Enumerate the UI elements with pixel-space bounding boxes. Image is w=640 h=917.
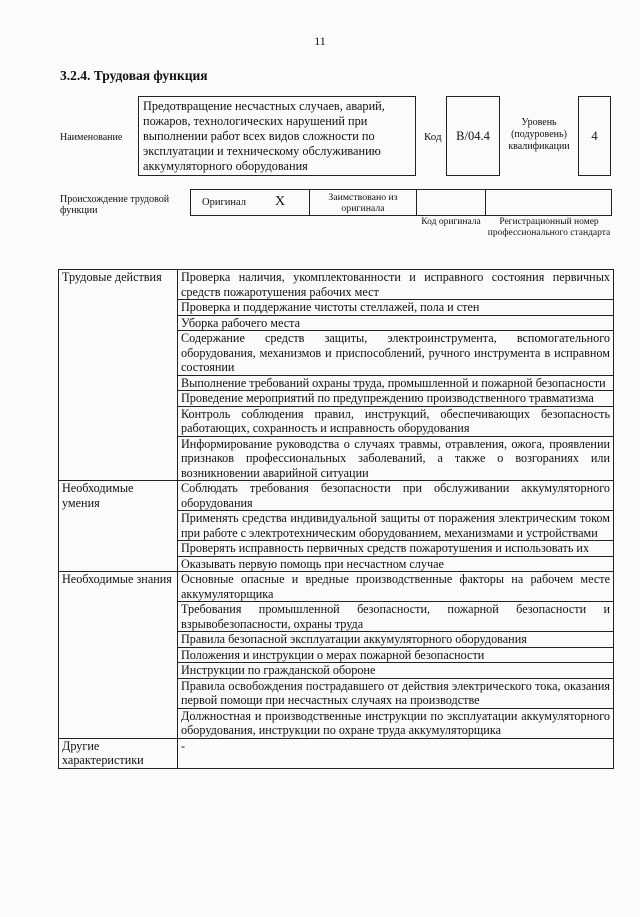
name-label: Наименование xyxy=(60,132,123,143)
item-cell: Информирование руководства о случаях травмы, отравления, ожога, проявлении признаков профессиональных заболеваний, а также о возгораниях или возникновении аварийной ситуации xyxy=(178,436,614,481)
item-cell: Проверка и поддержание чистоты стеллажей, пола и стен xyxy=(178,300,614,316)
item-cell: Проверять исправность первичных средств пожаротушения и использовать их xyxy=(178,541,614,557)
item-cell: Должностная и производственные инструкции по эксплуатации аккумуляторного оборудования, инструкции по охране труда аккумуляторщика xyxy=(178,708,614,738)
item-cell: Выполнение требований охраны труда, промышленной и пожарной безопасности xyxy=(178,375,614,391)
level-label-box xyxy=(504,112,574,158)
item-cell: Контроль соблюдения правил, инструкций, обеспечивающих безопасность работающих, сохранность и исправность оборудования xyxy=(178,406,614,436)
item-cell: Применять средства индивидуальной защиты от поражения электрическим током при работе с электротехническим оборудованием, механизмами и устройствами xyxy=(178,511,614,541)
category-cell: Трудовые действия xyxy=(59,270,178,481)
function-name-value: Предотвращение несчастных случаев, аварий, пожаров, технологических нарушений при выполнении работ всех видов сложности по эксплуатации и техническому обслуживанию аккумуляторного оборудования xyxy=(143,99,385,173)
code-original-cell xyxy=(416,189,486,216)
level-label: Уровень (подуровень) квалификации xyxy=(508,117,570,152)
reg-number-caption: Регистрационный номер профессионального стандарта xyxy=(487,217,611,238)
page-number: 11 xyxy=(314,34,326,48)
category-cell: Необходимые знания xyxy=(59,572,178,739)
code-label: Код xyxy=(424,131,442,143)
labor-function-table xyxy=(58,269,614,769)
item-cell: Проверка наличия, укомплектованности и исправного состояния первичных средств пожаротушения рабочих мест xyxy=(178,270,614,300)
category-cell: Необходимые умения xyxy=(59,481,178,572)
code-original-caption: Код оригинала xyxy=(421,217,481,227)
table-row xyxy=(59,738,614,768)
reg-number-cell xyxy=(485,189,612,216)
table-row xyxy=(59,270,614,300)
origin-label: Происхождение трудовой функции xyxy=(60,194,170,216)
item-cell: Оказывать первую помощь при несчастном случае xyxy=(178,556,614,572)
item-cell: Содержание средств защиты, электроинструмента, вспомогательного оборудования, механизмов и приспособлений, ручного инструмента в исправном состоянии xyxy=(178,331,614,376)
item-cell: - xyxy=(178,738,614,768)
function-name-box xyxy=(138,96,416,176)
original-label: Оригинал xyxy=(202,197,246,208)
item-cell: Соблюдать требования безопасности при обслуживании аккумуляторного оборудования xyxy=(178,481,614,511)
original-mark: X xyxy=(275,194,286,209)
item-cell: Правила освобождения пострадавшего от действия электрического тока, оказания первой помощи при несчастных случаях на производстве xyxy=(178,678,614,708)
code-value: B/04.4 xyxy=(456,128,490,143)
item-cell: Инструкции по гражданской обороне xyxy=(178,663,614,679)
item-cell: Уборка рабочего места xyxy=(178,315,614,331)
item-cell: Основные опасные и вредные производственные факторы на рабочем месте аккумуляторщика xyxy=(178,572,614,602)
level-value-box xyxy=(578,96,611,176)
table-row xyxy=(59,572,614,602)
item-cell: Правила безопасной эксплуатации аккумуляторного оборудования xyxy=(178,632,614,648)
borrowed-label: Заимствовано из оригинала xyxy=(328,191,398,214)
item-cell: Положения и инструкции о мерах пожарной безопасности xyxy=(178,647,614,663)
section-title: 3.2.4. Трудовая функция xyxy=(60,68,208,83)
origin-original-cell xyxy=(190,189,310,216)
code-value-box xyxy=(446,96,500,176)
table-row xyxy=(59,481,614,511)
origin-borrowed-cell xyxy=(309,189,417,216)
level-value: 4 xyxy=(591,128,598,143)
item-cell: Проведение мероприятий по предупреждению производственного травматизма xyxy=(178,391,614,407)
category-cell: Другие характеристики xyxy=(59,738,178,768)
item-cell: Требования промышленной безопасности, пожарной безопасности и взрывобезопасности, охраны труда xyxy=(178,602,614,632)
